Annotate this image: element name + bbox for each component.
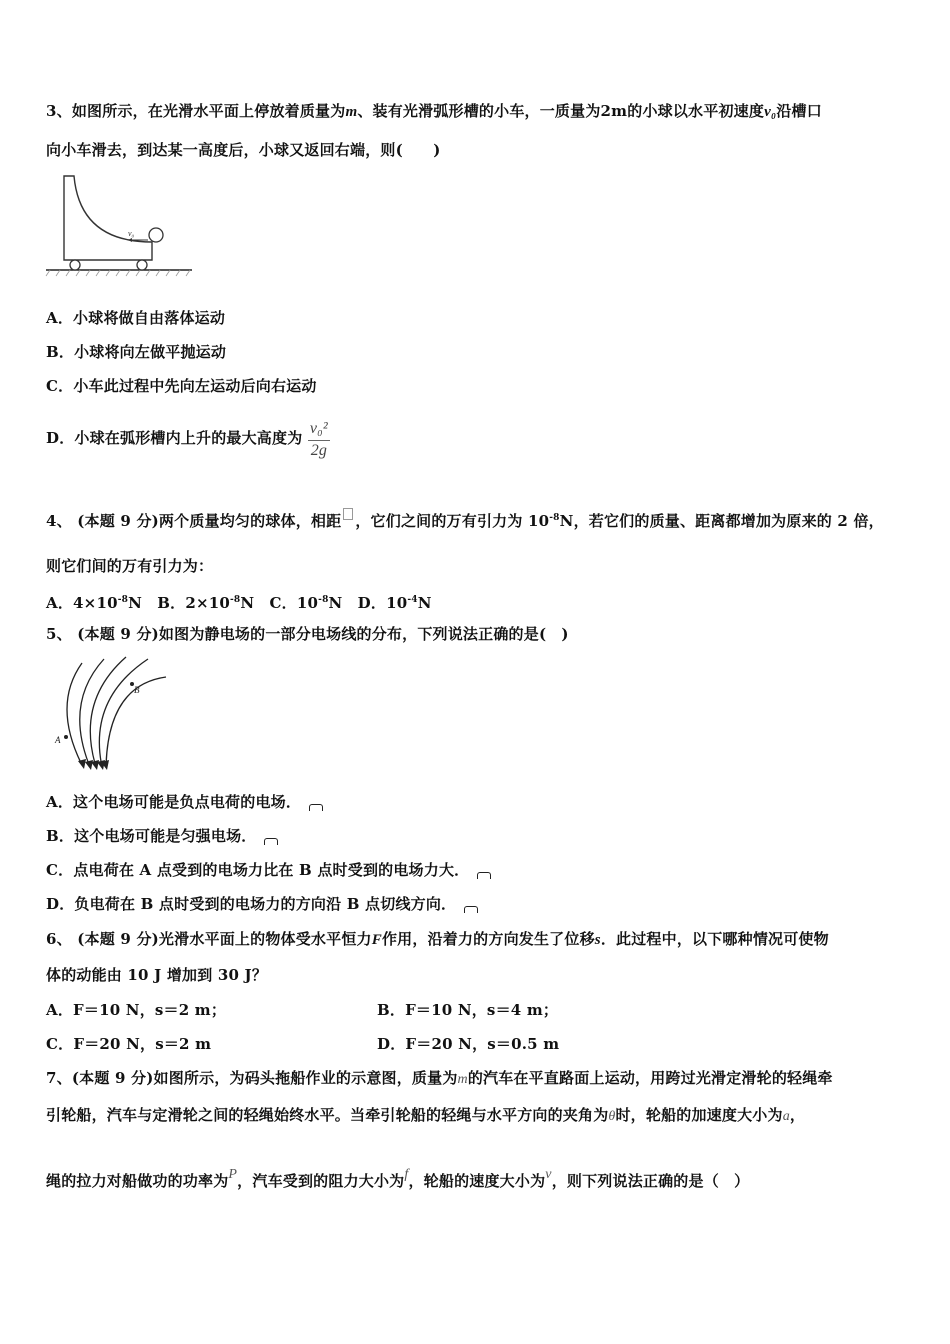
q7-stem-line2: 引轮船，汽车与定滑轮之间的轻绳始终水平。当牵引轮船的轻绳与水平方向的夹角为θ时，轮船的加速度大小为a， [46,1106,806,1124]
q3-cart-figure [44,172,194,277]
point-b-label: B [134,685,140,695]
q6-option-d: D．F＝20 N，s＝0.5 m [377,1035,560,1053]
height-fraction: $\frac{\text{v₀²}}{2g}$ [309,419,328,459]
q6-stem-line2: 体的动能由 10 J 增加到 30 J？ [46,966,268,984]
q6-option-c: C．F＝20 N，s＝2 m [46,1035,212,1053]
q6-stem-line1: 6、 (本题 9 分)光滑水平面上的物体受水平恒力F作用，沿着力的方向发生了位移s．此过程中，以下哪种情况可使物 [46,930,829,948]
q6-option-b: B．F＝10 N，s＝4 m； [377,1001,559,1019]
q3-v0-label: v₀ [128,229,135,238]
q7-stem-line3: 绳的拉力对船做功的功率为P，汽车受到的阻力大小为f，轮船的速度大小为v，则下列说法正确的是（ ） [46,1167,750,1190]
q5-field-lines-figure [52,655,177,775]
q5-option-c: C．点电荷在 A 点受到的电场力比在 B 点时受到的电场力大． [46,860,491,880]
q4-stem-line2: 则它们间的万有引力为： [46,557,214,575]
q3-option-c: C．小车此过程中先向左运动后向右运动 [46,377,317,395]
q5-stem: 5、 (本题 9 分)如图为静电场的一部分电场线的分布，下列说法正确的是( ) [46,625,569,643]
q4-stem-line1: 4、 (本题 9 分)两个质量均匀的球体，相距 ，它们之间的万有引力为 $10^{-8}N$，若它们的质量、距离都增加为原来的 2 倍， [46,508,884,531]
point-a-label: A [55,735,61,745]
q3-option-b: B．小球将向左做平抛运动 [46,343,227,361]
answer-mark-icon [264,838,278,845]
q7-stem-line1: 7、(本题 9 分)如图所示，为码头拖船作业的示意图，质量为m的汽车在平直路面上运动，用跨过光滑定滑轮的轻绳牵 [46,1069,833,1087]
q4-options: A．$4\times 10^{-8}N$ B．$2\times 10^{-8}N$ C．$10^{-8}N$ D．$10^{-4}N$ [46,594,432,612]
q3-option-a: A．小球将做自由落体运动 [46,309,226,327]
q3-stem-line1: 3、如图所示，在光滑水平面上停放着质量为m、装有光滑弧形槽的小车，一质量为2m的小球以水平初速度v₀沿槽口 [46,102,822,120]
q6-option-a: A．F＝10 N，s＝2 m； [46,1001,227,1019]
q3-option-d: D．小球在弧形槽内上升的最大高度为 $\frac{\text{v₀²}}{2g}$ [46,419,328,459]
q3-stem-line2: 向小车滑去，到达某一高度后，小球又返回右端，则( ) [46,141,441,159]
answer-mark-icon [309,804,323,811]
q5-option-d: D．负电荷在 B 点时受到的电场力的方向沿 B 点切线方向． [46,894,478,914]
missing-symbol-box [343,508,353,520]
answer-mark-icon [477,872,491,879]
q5-option-b: B．这个电场可能是匀强电场． [46,826,278,846]
answer-mark-icon [464,906,478,913]
q5-option-a: A．这个电场可能是负点电荷的电场． [46,792,323,812]
